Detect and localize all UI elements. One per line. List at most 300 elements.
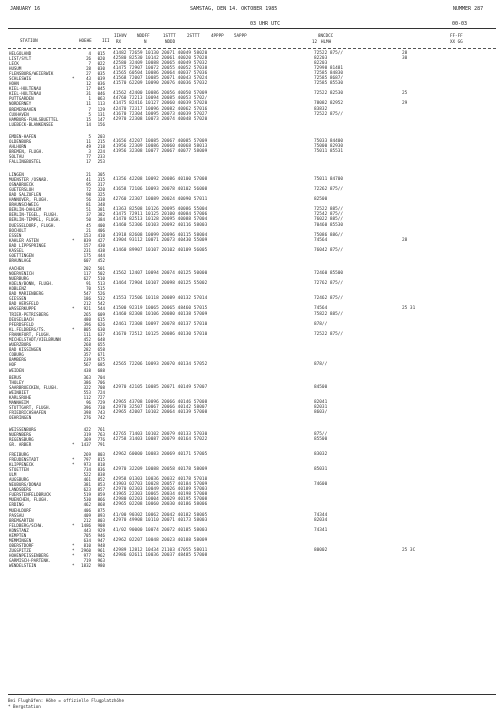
station-number: 866: [97, 497, 105, 503]
cloud-groups: 72585 85530: [314, 81, 344, 87]
wind-gust-group: 28: [402, 238, 408, 244]
station-number: 868: [97, 502, 105, 508]
station-name: FREUDENSTADT: [9, 457, 39, 463]
station-number: 761: [97, 427, 105, 432]
synop-groups: 42580 82530 10142 20061 40020 57028: [113, 56, 208, 62]
station-group: [9, 312, 496, 373]
cloud-groups: 72998 81481: [314, 66, 344, 72]
cloud-groups: 76042 875//: [314, 248, 344, 254]
station-elevation: 41: [86, 177, 91, 183]
wind-gust-group: 30: [402, 56, 408, 62]
station-name: FALLINGBOSTEL: [9, 159, 42, 165]
column-rule: [8, 48, 496, 49]
station-elevation: 282: [83, 347, 91, 353]
wind-gust-group: 29: [402, 101, 408, 107]
synop-groups: 41460 82308 10106 20080 40138 57009: [113, 312, 208, 317]
station-name: MUEHLDORF: [9, 507, 32, 513]
cloud-groups: 72522 875//: [314, 51, 344, 56]
col-station: STATION: [20, 38, 38, 43]
station-name: GARMISCH-PARTENK.: [9, 557, 51, 563]
cloud-groups: 82041: [314, 400, 328, 406]
mountain-marker: *: [72, 76, 75, 82]
station-name: NEUBURG/DONAU: [9, 482, 42, 488]
station-elevation: 2960: [81, 547, 91, 553]
station-name: PFERDSFELD: [9, 322, 34, 328]
station-elevation: 1: [88, 96, 91, 102]
station-elevation: 810: [83, 542, 91, 548]
station-name: FRANKFURT, FLUGH.: [9, 332, 51, 338]
station-name: KIEL-HOLTENAU: [9, 91, 42, 97]
cloud-groups: 74341: [314, 527, 328, 533]
footer-rule: [8, 694, 496, 695]
station-elevation: 27: [86, 71, 91, 77]
station-name: KEMPTEN: [9, 532, 27, 538]
station-group: [9, 266, 496, 311]
cloud-groups: 72262 875//: [314, 187, 344, 193]
station-number: 626: [97, 322, 105, 328]
station-number: 215: [97, 139, 105, 145]
station-name: OBERSTDORF: [9, 542, 34, 548]
station-number: 320: [97, 187, 105, 193]
station-elevation: 7: [88, 106, 91, 112]
station-name: OEHRINGEN: [9, 415, 32, 421]
station-number: 963: [97, 557, 105, 563]
station-elevation: 977: [83, 552, 91, 558]
synop-groups: 42958 01303 10036 20032 40178 57010: [113, 477, 208, 483]
station-elevation: 519: [83, 492, 91, 498]
synop-groups: 41570 62209 10090 20076 40036 57032: [113, 81, 208, 87]
station-name: KARLSRUHE: [9, 395, 32, 401]
cloud-groups: 84500: [314, 385, 328, 391]
station-group: [9, 51, 496, 127]
station-number: 410: [97, 233, 105, 239]
station-elevation: 438: [83, 367, 91, 373]
mountain-marker: *: [72, 457, 75, 463]
station-number: 400: [97, 223, 105, 228]
station-name: NUERBURG: [9, 276, 29, 282]
station-elevation: 5: [88, 111, 91, 117]
station-number: 729: [97, 400, 105, 406]
synop-groups: 42765 71403 10102 20079 40133 57030: [113, 432, 208, 438]
wind-gust-group: 25: [402, 91, 408, 97]
station-elevation: 31: [86, 91, 91, 97]
station-elevation: 396: [83, 405, 91, 411]
station-number: 305: [97, 172, 105, 177]
station-number: 501: [97, 266, 105, 271]
station-number: 218: [97, 144, 105, 150]
station-group: [9, 375, 496, 420]
station-number: 502: [97, 271, 105, 277]
table-row: [9, 368, 496, 373]
station-group: [9, 134, 496, 164]
report-id: JANUARY 16: [10, 6, 41, 12]
synop-groups: 44760 72213 10094 20085 40053 5702/: [113, 96, 208, 102]
synop-groups: 42580 32409 10088 20065 40049 57032: [113, 61, 208, 67]
station-number: 815: [97, 457, 105, 463]
station-name: KLIPPENECK: [9, 462, 34, 468]
synop-groups: 41482 72659 10130 20071 40049 58020: [113, 51, 208, 56]
station-elevation: 276: [83, 415, 91, 421]
station-name: FREIBURG: [9, 452, 29, 457]
station-number: 706: [97, 380, 105, 386]
station-name: BERLIN-TEGEL, FLUGH.: [9, 212, 59, 218]
synop-groups: 42970 49908 10110 20071 40173 58003: [113, 517, 208, 523]
synop-groups: 41562 42400 10086 20056 40050 57009: [113, 91, 208, 97]
station-name: DUESSELDORF, FLUGH.: [9, 223, 56, 228]
station-name: PUTTGARDEN: [9, 96, 34, 102]
station-elevation: 623: [83, 487, 91, 493]
station-name: DEUSELBACH: [9, 317, 34, 323]
station-name: KASSEL: [9, 248, 24, 254]
station-elevation: 72: [86, 187, 91, 193]
station-number: 030: [97, 66, 105, 72]
station-number: 384: [97, 217, 105, 223]
station-elevation: 1437: [81, 442, 91, 448]
station-elevation: 45: [86, 223, 91, 228]
station-name: CUXHAVEN: [9, 111, 29, 117]
station-elevation: 268: [83, 342, 91, 348]
station-elevation: 705: [83, 532, 91, 538]
station-number: 980: [97, 563, 105, 569]
station-number: 776: [97, 437, 105, 443]
station-elevation: 12: [86, 81, 91, 87]
station-number: 338: [97, 197, 105, 203]
station-elevation: 797: [83, 457, 91, 463]
station-name: STUTTGART, FLUGH.: [9, 405, 51, 411]
table-row: [9, 563, 496, 568]
station-name: WEINBIET: [9, 390, 29, 396]
station-elevation: 357: [83, 352, 91, 358]
synop-groups: 41918 82608 10099 20096 40115 58004: [113, 233, 208, 239]
synop-groups: 42758 31403 10087 20079 40164 57022: [113, 437, 208, 443]
cloud-groups: 82203: [314, 61, 328, 67]
table-row: [9, 415, 496, 420]
station-group: [9, 452, 496, 568]
report-date: SAMSTAG, DEN 14. OKTOBER 1985: [190, 6, 278, 12]
station-elevation: 265: [83, 312, 91, 317]
station-number: 036: [97, 81, 105, 87]
col-iihvv: IIHVV: [114, 33, 127, 38]
station-number: 738: [97, 405, 105, 411]
mountain-marker: *: [72, 306, 75, 312]
station-number: 063: [97, 96, 105, 102]
station-elevation: 627: [83, 276, 91, 282]
station-number: 836: [97, 467, 105, 473]
station-elevation: 111: [83, 332, 91, 338]
station-name: GR. ARBER: [9, 442, 32, 448]
station-number: 961: [97, 547, 105, 553]
col-n: N: [144, 39, 147, 44]
station-name: SCHLESWIG: [9, 76, 32, 82]
cloud-groups: 72522 875//: [314, 332, 344, 338]
station-name: HUSUM: [9, 66, 22, 72]
synop-groups: 41500 92319 10065 20065 48460 57015: [113, 306, 208, 312]
station-number: 513: [97, 281, 105, 287]
synop-groups: 41565 60504 10086 20064 40037 57036: [113, 71, 208, 77]
station-name: TRIER-PETRISBERG: [9, 312, 49, 317]
station-elevation: 21: [86, 228, 91, 234]
synop-groups: 41568 72007 10085 20071 40043 57024: [113, 76, 208, 82]
station-name: MUENSTER /OSNAB.: [9, 177, 49, 183]
footer-mountain-note: * Bergstation: [8, 704, 41, 709]
station-elevation: 157: [83, 243, 91, 249]
station-number: 962: [97, 552, 105, 558]
station-name: BAD MARIENBERG: [9, 291, 44, 297]
station-number: 452: [97, 258, 105, 264]
station-name: LECK: [9, 61, 19, 67]
synop-groups: 42970 22308 10073 20074 40048 57020: [113, 116, 208, 122]
station-elevation: 973: [83, 462, 91, 468]
station-elevation: 56: [86, 197, 91, 203]
station-elevation: 319: [83, 432, 91, 438]
station-name: AUGSBURG: [9, 477, 29, 483]
station-number: 688: [97, 367, 105, 373]
synop-groups: 42760 22307 10089 20024 40090 57011: [113, 197, 208, 203]
report-number: NUMMER 287: [453, 6, 484, 12]
synop-groups: 41460 89907 10107 20102 40109 56005: [113, 248, 208, 254]
station-name: KAHLER ASTEN: [9, 238, 39, 244]
station-elevation: 212: [83, 517, 91, 523]
synop-groups: 41/00 90302 10062 20042 40182 58005: [113, 512, 208, 518]
station-elevation: 1832: [81, 563, 91, 569]
station-name: KOELN/BONN, FLUGH.: [9, 281, 54, 287]
station-number: 875: [97, 507, 105, 513]
synop-groups: 41475 72907 10072 20055 40052 57038: [113, 66, 208, 72]
station-elevation: 15: [86, 116, 91, 122]
station-elevation: 175: [83, 253, 91, 259]
station-number: 035: [97, 71, 105, 77]
station-number: 045: [97, 86, 105, 92]
station-group: [9, 172, 496, 222]
station-number: 630: [97, 327, 105, 333]
station-elevation: 50: [86, 217, 91, 223]
station-name: KL.FELDBERG/TS.: [9, 327, 46, 333]
station-number: 348: [97, 202, 105, 208]
station-elevation: 607: [83, 258, 91, 264]
station-number: 724: [97, 390, 105, 396]
station-name: HOF: [9, 362, 17, 368]
mountain-marker: *: [72, 442, 75, 448]
station-name: GIESSEN: [9, 296, 27, 302]
cloud-groups: 82034: [314, 517, 328, 523]
station-name: HAMBURG-FUHLSBUETTEL: [9, 116, 59, 122]
table-row: [9, 258, 496, 263]
cloud-groups: 72542 875//: [314, 212, 344, 218]
station-elevation: 422: [83, 427, 91, 432]
synop-groups: 41658 72106 10093 20078 40102 56008: [113, 187, 208, 193]
station-elevation: 81: [86, 202, 91, 208]
station-name: NORDERNEY: [9, 101, 32, 107]
table-row: [9, 217, 496, 222]
station-name: BREMERHAVEN: [9, 106, 37, 112]
station-name: BERLIN-DAHLEM: [9, 207, 42, 213]
synop-groups: 41965 22303 10065 20034 40198 57008: [113, 492, 208, 498]
station-name: FUERSTENFELDBRUCK: [9, 492, 51, 498]
cloud-groups: 72522 82530: [314, 91, 344, 97]
synop-groups: 42470 72317 10096 20082 40062 57016: [113, 106, 208, 112]
station-number: 852: [97, 477, 105, 483]
station-number: 515: [97, 286, 105, 292]
cloud-groups: 85500: [314, 437, 328, 443]
station-number: 015: [97, 51, 105, 56]
station-elevation: 186: [83, 296, 91, 302]
station-number: 427: [97, 238, 105, 244]
cloud-groups: 72522 875//: [314, 111, 344, 117]
station-number: 743: [97, 410, 105, 416]
station-elevation: 26: [86, 56, 91, 62]
station-number: 532: [97, 296, 105, 302]
station-name: BAD HERSFELD: [9, 301, 39, 307]
station-elevation: 77: [86, 154, 91, 160]
station-elevation: 805: [83, 327, 91, 333]
station-name: BERUS: [9, 375, 22, 380]
station-number: 325: [97, 192, 105, 198]
cloud-groups: 74600: [314, 482, 328, 488]
cloud-groups: 878//: [314, 322, 328, 328]
station-elevation: 322: [83, 385, 91, 391]
synop-groups: 41460 52306 10103 20092 40116 58003: [113, 223, 208, 228]
station-number: 131: [97, 111, 105, 117]
synop-groups: 42965 43708 10096 20066 40146 57008: [113, 400, 208, 406]
station-elevation: 381: [83, 482, 91, 488]
station-elevation: 11: [86, 101, 91, 107]
col-hlmh: HLMH: [321, 39, 332, 44]
station-group: [9, 427, 496, 447]
station-number: 648: [97, 337, 105, 343]
cloud-groups: 878//: [314, 362, 328, 368]
col-rx: RX: [116, 39, 122, 44]
station-number: 893: [97, 512, 105, 518]
station-name: WASSERKUPPE: [9, 306, 37, 312]
station-name: BRAUNSCHWEIG: [9, 202, 39, 208]
col-2sttt: 2STTT: [187, 33, 200, 38]
station-number: 671: [97, 352, 105, 358]
station-number: 510: [97, 276, 105, 282]
station-name: EMDEN-HAFEN: [9, 134, 37, 139]
station-number: 742: [97, 415, 105, 421]
station-number: 609: [97, 312, 105, 317]
station-elevation: 839: [83, 238, 91, 244]
station-elevation: 96: [86, 400, 91, 406]
synop-groups: 41656 42207 10085 20067 40085 57009: [113, 139, 208, 145]
station-elevation: 734: [83, 467, 91, 473]
mountain-marker: *: [72, 547, 75, 553]
mountain-marker: *: [72, 542, 75, 548]
station-name: FELDBERG/SCHW.: [9, 522, 44, 528]
station-name: NOERVENICH: [9, 271, 34, 277]
footer-note: Bei Flughäfen: Höhe = offizielle Flugplatzhöhe: [8, 698, 124, 703]
station-elevation: 14: [86, 121, 91, 127]
station-name: WUERZBURG: [9, 342, 32, 348]
station-number: 438: [97, 248, 105, 254]
station-name: BAD SALZUFLEN: [9, 192, 42, 198]
station-number: 637: [97, 332, 105, 338]
col-iii: III: [102, 38, 110, 43]
station-elevation: 269: [83, 452, 91, 457]
station-number: 444: [97, 253, 105, 259]
station-name: AACHEN: [9, 266, 24, 271]
station-number: 020: [97, 56, 105, 62]
station-elevation: 4: [88, 51, 91, 56]
station-elevation: 567: [83, 362, 91, 368]
synop-groups: 41670 72512 10125 20086 40130 57010: [113, 332, 208, 338]
station-elevation: 462: [83, 502, 91, 508]
synop-groups: 42965 42007 10102 20064 40139 57008: [113, 410, 208, 416]
station-number: 224: [97, 149, 105, 155]
wind-gust-group: 25 31: [402, 306, 416, 312]
mountain-marker: *: [72, 552, 75, 558]
header-rule: [8, 28, 496, 29]
station-elevation: 522: [83, 472, 91, 478]
station-name: KIEL-HOLTENAU: [9, 86, 42, 92]
station-number: 803: [97, 517, 105, 523]
utc-label: 03 UHR UTC: [250, 21, 281, 27]
synop-groups: 41/02 90000 10074 20072 40185 58003: [113, 527, 208, 533]
synop-groups: 42965 02208 10060 20030 40186 58006: [113, 502, 208, 508]
station-name: OSNABRUECK: [9, 182, 34, 188]
synop-groups: 41363 82508 10126 20095 40086 55004: [113, 207, 208, 213]
station-name: BOCHOLT: [9, 228, 27, 234]
station-elevation: 51: [86, 207, 91, 213]
station-elevation: 21: [86, 172, 91, 177]
station-number: 382: [97, 212, 105, 218]
cloud-groups: 83032: [314, 452, 328, 457]
station-elevation: 117: [83, 271, 91, 277]
station-name: BAMBERG: [9, 357, 27, 363]
synop-groups: 42962 02207 10048 20023 40188 58009: [113, 537, 208, 543]
cloud-groups: 72585 84830: [314, 71, 344, 77]
col-1sttt: 1STTT: [163, 33, 176, 38]
synop-groups: 42461 72308 10097 20078 40137 57010: [113, 322, 208, 328]
station-group: [9, 223, 496, 263]
station-name: SOLTAU: [9, 154, 24, 160]
station-name: MANNHEIM: [9, 400, 29, 406]
station-name: STOETTEN: [9, 467, 29, 473]
cloud-groups: 82031: [314, 405, 328, 411]
synop-groups: 41956 22309 10086 20060 40068 58013: [113, 144, 208, 150]
col-5appp: 5APPP: [234, 33, 247, 38]
station-elevation: 11: [86, 139, 91, 145]
station-name: SAARBRUECKEN, FLUGH.: [9, 385, 59, 391]
col-8ncdcc: 8NCDCC: [318, 33, 334, 38]
station-number: 046: [97, 91, 105, 97]
station-name: HOHENPEISSENBERG: [9, 552, 49, 558]
station-name: LIST/SYLT: [9, 56, 32, 62]
synop-groups: 41553 72506 10118 20089 40132 57014: [113, 296, 208, 302]
synop-groups: 41475 72911 10125 20100 40084 57006: [113, 212, 208, 218]
station-number: 233: [97, 154, 105, 160]
station-name: GUETERSLOH: [9, 187, 34, 193]
synop-groups: 42970 02303 10049 20026 40189 57003: [113, 487, 208, 493]
station-number: 708: [97, 385, 105, 391]
synop-groups: 41670 72304 10095 20073 40039 57027: [113, 111, 208, 117]
station-number: 675: [97, 357, 105, 363]
col-xxgg: XX GG: [450, 39, 463, 44]
station-elevation: 369: [83, 437, 91, 443]
station-elevation: 7: [88, 61, 91, 67]
wind-gust-group: 25 3C: [402, 547, 416, 553]
station-number: 129: [97, 106, 105, 112]
station-name: BAD LIPPSPRINGE: [9, 243, 46, 249]
cloud-groups: 74564: [314, 306, 328, 312]
station-number: 803: [97, 452, 105, 457]
synop-groups: 41562 12407 10094 20074 40125 50000: [113, 271, 208, 277]
station-elevation: 634: [83, 537, 91, 543]
synop-groups: 41475 82416 10127 20060 40039 57020: [113, 101, 208, 107]
synop-groups: 42986 02611 10036 20037 48485 57008: [113, 552, 208, 558]
station-name: MICHELSTADT/VIELBRUNN: [9, 337, 61, 343]
station-name: AHLHORN: [9, 144, 27, 150]
